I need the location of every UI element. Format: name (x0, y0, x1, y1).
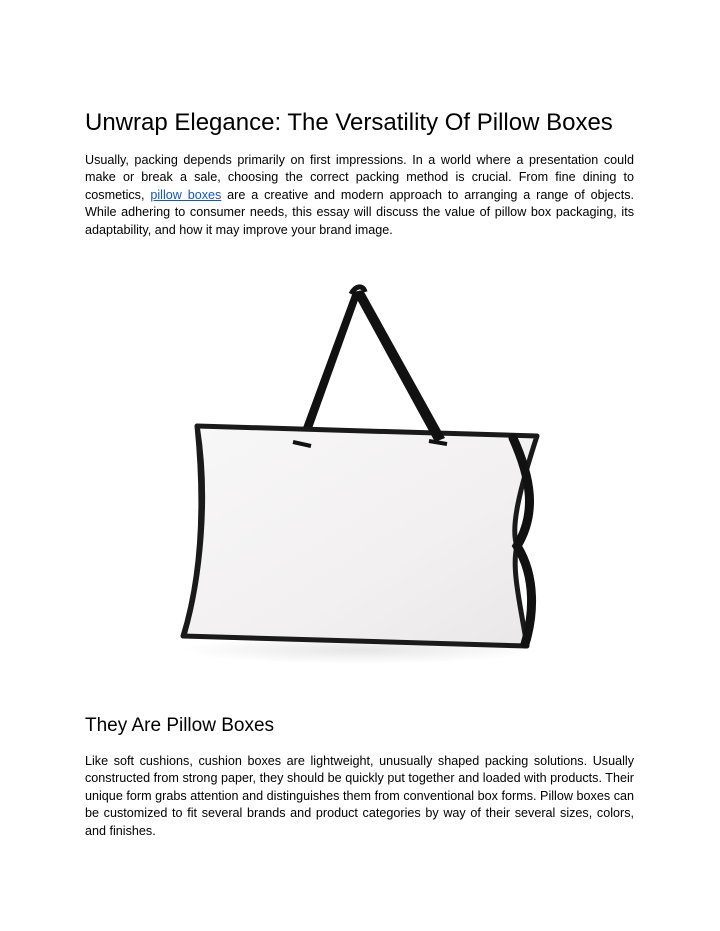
pillow-box-image (165, 278, 555, 678)
intro-text-before-link: Usually, packing depends primarily on first impressions. In a world where a presentation could make or break a sale, choosing the correct packing method is crucial. From fine dining to cosmetics, (85, 153, 634, 202)
handle-front-strand (353, 290, 445, 442)
page-title: Unwrap Elegance: The Versatility Of Pillow Boxes (85, 109, 613, 136)
intro-text-after-link: are a creative and modern approach to arranging a range of objects. While adhering to consumer needs, this essay will discuss the value of pillow box packaging, its adaptability, and how it may improve your brand image. (85, 187, 634, 237)
pillow-boxes-link[interactable]: pillow boxes (150, 187, 222, 202)
handle-back-strand (297, 292, 361, 448)
intro-paragraph (85, 152, 634, 239)
section-paragraph: Like soft cushions, cushion boxes are lightweight, unusually shaped packing solutions. Usually constructed from strong paper, they should be quickly put together and loaded with products. Their unique form grabs attention and distinguishes them from conventional box forms. Pillow boxes can be customized to fit several brands and product categories by way of their several sizes, colors, and finishes. (85, 754, 634, 838)
box-body (183, 426, 537, 646)
section-heading: They Are Pillow Boxes (85, 715, 275, 736)
